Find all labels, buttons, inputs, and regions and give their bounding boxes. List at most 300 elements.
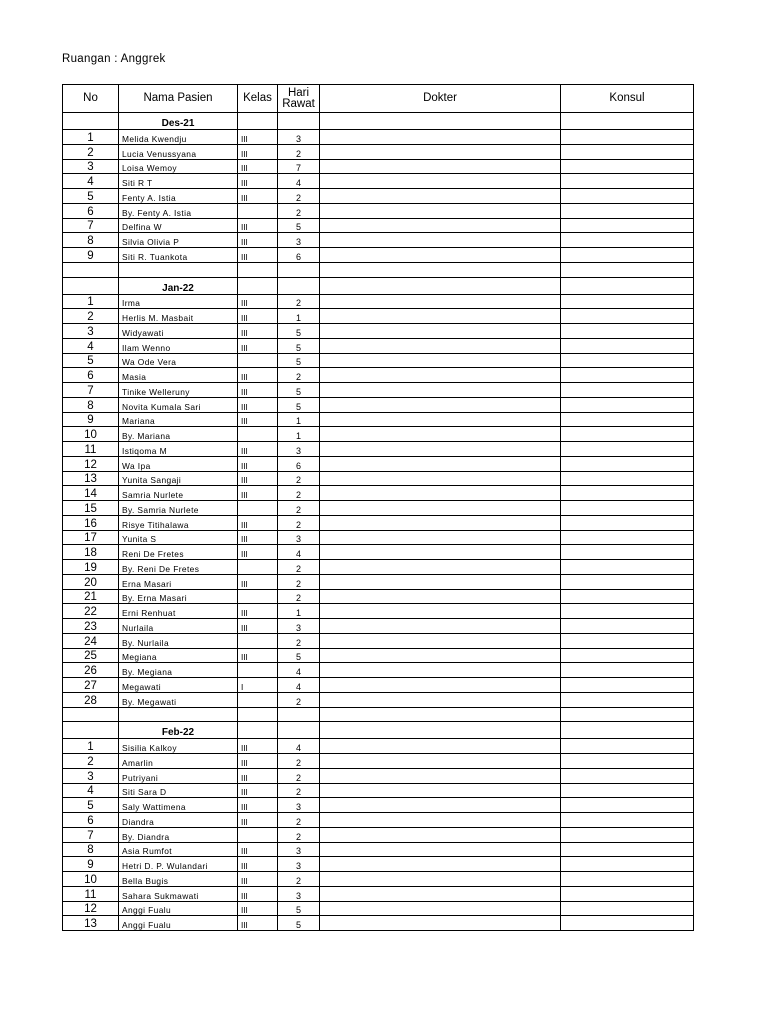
row-konsul: [561, 294, 694, 309]
row-nama-pasien: Loisa Wemoy: [119, 159, 238, 174]
row-nama-pasien: Risye Titihalawa: [119, 515, 238, 530]
empty-cell: [278, 262, 320, 277]
table-row: [63, 530, 694, 545]
row-konsul: [561, 130, 694, 145]
row-dokter: [320, 218, 561, 233]
row-nama-pasien: Mariana: [119, 412, 238, 427]
row-nama-pasien: Wa Ipa: [119, 456, 238, 471]
row-nama-pasien: Irma: [119, 294, 238, 309]
row-konsul: [561, 739, 694, 754]
row-dokter: [320, 692, 561, 707]
row-nama-pasien: By. Samria Nurlete: [119, 501, 238, 516]
row-kelas: III: [238, 886, 278, 901]
empty-cell: [63, 113, 119, 130]
row-dokter: [320, 233, 561, 248]
row-dokter: [320, 515, 561, 530]
row-kelas: III: [238, 842, 278, 857]
row-kelas: III: [238, 857, 278, 872]
row-konsul: [561, 501, 694, 516]
row-no: 6: [63, 203, 119, 218]
row-dokter: [320, 619, 561, 634]
row-konsul: [561, 842, 694, 857]
row-dokter: [320, 872, 561, 887]
empty-cell: [320, 722, 561, 739]
row-dokter: [320, 427, 561, 442]
row-kelas: III: [238, 471, 278, 486]
row-konsul: [561, 574, 694, 589]
row-nama-pasien: Anggi Fualu: [119, 901, 238, 916]
row-no: 21: [63, 589, 119, 604]
row-kelas: III: [238, 901, 278, 916]
row-kelas: III: [238, 574, 278, 589]
table-row: [63, 545, 694, 560]
row-hari-rawat: 3: [278, 233, 320, 248]
row-kelas: III: [238, 144, 278, 159]
row-kelas: [238, 663, 278, 678]
row-dokter: [320, 189, 561, 204]
table-row: [63, 827, 694, 842]
row-hari-rawat: 2: [278, 754, 320, 769]
header-hari: Hari: [287, 86, 310, 99]
empty-cell: [63, 707, 119, 722]
row-nama-pasien: Sisilia Kalkoy: [119, 739, 238, 754]
row-hari-rawat: 1: [278, 604, 320, 619]
row-konsul: [561, 189, 694, 204]
table-row: [63, 648, 694, 663]
row-konsul: [561, 545, 694, 560]
row-nama-pasien: Tinike Welleruny: [119, 383, 238, 398]
row-dokter: [320, 324, 561, 339]
row-kelas: III: [238, 768, 278, 783]
row-nama-pasien: Herlis M. Masbait: [119, 309, 238, 324]
row-no: 14: [63, 486, 119, 501]
row-hari-rawat: 5: [278, 353, 320, 368]
row-kelas: III: [238, 872, 278, 887]
row-no: 13: [63, 916, 119, 931]
row-konsul: [561, 783, 694, 798]
row-no: 1: [63, 294, 119, 309]
table-row: [63, 159, 694, 174]
row-kelas: III: [238, 515, 278, 530]
row-kelas: III: [238, 456, 278, 471]
row-dokter: [320, 783, 561, 798]
row-nama-pasien: Widyawati: [119, 324, 238, 339]
row-kelas: III: [238, 130, 278, 145]
row-hari-rawat: 5: [278, 397, 320, 412]
row-dokter: [320, 159, 561, 174]
table-row: [63, 813, 694, 828]
row-kelas: [238, 589, 278, 604]
row-konsul: [561, 589, 694, 604]
row-hari-rawat: 2: [278, 189, 320, 204]
table-row: [63, 857, 694, 872]
row-dokter: [320, 144, 561, 159]
row-hari-rawat: 4: [278, 545, 320, 560]
row-nama-pasien: Siti R. Tuankota: [119, 248, 238, 263]
row-konsul: [561, 353, 694, 368]
table-row: [63, 338, 694, 353]
row-kelas: III: [238, 174, 278, 189]
table-row: [63, 471, 694, 486]
row-konsul: [561, 827, 694, 842]
row-no: 7: [63, 827, 119, 842]
row-nama-pasien: Masia: [119, 368, 238, 383]
row-no: 7: [63, 218, 119, 233]
room-label: Ruangan : Anggrek: [62, 53, 166, 65]
row-dokter: [320, 589, 561, 604]
table-row: [63, 383, 694, 398]
row-konsul: [561, 754, 694, 769]
row-nama-pasien: By. Nurlaila: [119, 633, 238, 648]
empty-cell: [561, 707, 694, 722]
row-kelas: III: [238, 916, 278, 931]
table-row: [63, 678, 694, 693]
empty-cell: [320, 277, 561, 294]
table-row: [63, 886, 694, 901]
empty-cell: [238, 113, 278, 130]
empty-cell: [238, 722, 278, 739]
row-konsul: [561, 486, 694, 501]
row-hari-rawat: 5: [278, 338, 320, 353]
row-konsul: [561, 159, 694, 174]
row-no: 9: [63, 857, 119, 872]
row-dokter: [320, 886, 561, 901]
row-no: 8: [63, 233, 119, 248]
row-kelas: III: [238, 604, 278, 619]
row-no: 3: [63, 324, 119, 339]
table-row: [63, 353, 694, 368]
row-nama-pasien: Yunita Sangaji: [119, 471, 238, 486]
row-dokter: [320, 412, 561, 427]
row-hari-rawat: 2: [278, 633, 320, 648]
row-hari-rawat: 5: [278, 648, 320, 663]
row-kelas: III: [238, 798, 278, 813]
row-hari-rawat: 2: [278, 783, 320, 798]
row-konsul: [561, 397, 694, 412]
row-konsul: [561, 338, 694, 353]
row-konsul: [561, 916, 694, 931]
row-konsul: [561, 383, 694, 398]
row-hari-rawat: 2: [278, 872, 320, 887]
empty-cell: [320, 707, 561, 722]
row-dokter: [320, 901, 561, 916]
row-hari-rawat: 2: [278, 471, 320, 486]
row-konsul: [561, 560, 694, 575]
header-no: No: [63, 85, 119, 113]
table-row: [63, 397, 694, 412]
row-kelas: III: [238, 397, 278, 412]
row-nama-pasien: Putriyani: [119, 768, 238, 783]
row-konsul: [561, 368, 694, 383]
row-dokter: [320, 486, 561, 501]
row-no: 3: [63, 159, 119, 174]
row-hari-rawat: 3: [278, 619, 320, 634]
row-hari-rawat: 3: [278, 857, 320, 872]
empty-cell: [63, 722, 119, 739]
row-no: 5: [63, 353, 119, 368]
row-nama-pasien: Hetri D. P. Wulandari: [119, 857, 238, 872]
row-konsul: [561, 678, 694, 693]
row-no: 20: [63, 574, 119, 589]
empty-cell: [561, 262, 694, 277]
row-hari-rawat: 4: [278, 174, 320, 189]
empty-cell: [561, 277, 694, 294]
row-nama-pasien: Melida Kwendju: [119, 130, 238, 145]
row-hari-rawat: 3: [278, 130, 320, 145]
row-dokter: [320, 442, 561, 457]
row-no: 10: [63, 872, 119, 887]
row-nama-pasien: Bella Bugis: [119, 872, 238, 887]
row-hari-rawat: 7: [278, 159, 320, 174]
row-kelas: [238, 633, 278, 648]
table-row: [63, 560, 694, 575]
table-body: [63, 113, 694, 931]
row-nama-pasien: Silvia Olivia P: [119, 233, 238, 248]
row-kelas: III: [238, 324, 278, 339]
row-konsul: [561, 248, 694, 263]
row-kelas: III: [238, 545, 278, 560]
row-no: 2: [63, 309, 119, 324]
row-konsul: [561, 886, 694, 901]
row-konsul: [561, 619, 694, 634]
row-konsul: [561, 309, 694, 324]
table-row: [63, 427, 694, 442]
row-hari-rawat: 1: [278, 309, 320, 324]
empty-cell: [238, 707, 278, 722]
row-no: 4: [63, 174, 119, 189]
month-row: [63, 277, 694, 294]
patient-table: [62, 84, 694, 931]
row-dokter: [320, 648, 561, 663]
row-konsul: [561, 901, 694, 916]
row-no: 19: [63, 560, 119, 575]
row-konsul: [561, 648, 694, 663]
row-kelas: III: [238, 412, 278, 427]
row-konsul: [561, 144, 694, 159]
row-konsul: [561, 233, 694, 248]
empty-cell: [119, 707, 238, 722]
row-kelas: III: [238, 739, 278, 754]
row-nama-pasien: Asia Rumfot: [119, 842, 238, 857]
row-no: 5: [63, 798, 119, 813]
row-konsul: [561, 412, 694, 427]
table-row: [63, 663, 694, 678]
row-konsul: [561, 456, 694, 471]
row-dokter: [320, 739, 561, 754]
row-hari-rawat: 3: [278, 530, 320, 545]
table-row: [63, 130, 694, 145]
row-nama-pasien: Ilam Wenno: [119, 338, 238, 353]
spacer-row: [63, 262, 694, 277]
table-row: [63, 203, 694, 218]
table-row: [63, 633, 694, 648]
row-hari-rawat: 2: [278, 203, 320, 218]
row-dokter: [320, 456, 561, 471]
row-nama-pasien: Saly Wattimena: [119, 798, 238, 813]
table-row: [63, 768, 694, 783]
empty-cell: [561, 722, 694, 739]
table-header: [63, 85, 694, 113]
header-kelas: Kelas: [238, 85, 278, 113]
empty-cell: [63, 262, 119, 277]
table-row: [63, 501, 694, 516]
month-label: Des-21: [119, 113, 238, 130]
row-konsul: [561, 692, 694, 707]
row-hari-rawat: 2: [278, 589, 320, 604]
row-kelas: [238, 353, 278, 368]
row-hari-rawat: 2: [278, 813, 320, 828]
row-no: 1: [63, 739, 119, 754]
row-nama-pasien: Sahara Sukmawati: [119, 886, 238, 901]
row-nama-pasien: Siti Sara D: [119, 783, 238, 798]
row-nama-pasien: Istiqoma M: [119, 442, 238, 457]
row-no: 17: [63, 530, 119, 545]
row-kelas: III: [238, 294, 278, 309]
row-konsul: [561, 218, 694, 233]
row-kelas: [238, 427, 278, 442]
row-no: 15: [63, 501, 119, 516]
row-no: 9: [63, 412, 119, 427]
row-hari-rawat: 2: [278, 574, 320, 589]
row-nama-pasien: Lucia Venussyana: [119, 144, 238, 159]
row-dokter: [320, 530, 561, 545]
row-kelas: III: [238, 338, 278, 353]
row-konsul: [561, 813, 694, 828]
row-no: 4: [63, 338, 119, 353]
table-row: [63, 783, 694, 798]
row-konsul: [561, 604, 694, 619]
row-dokter: [320, 827, 561, 842]
row-no: 11: [63, 442, 119, 457]
row-kelas: [238, 560, 278, 575]
table-row: [63, 515, 694, 530]
row-dokter: [320, 471, 561, 486]
table-row: [63, 233, 694, 248]
row-hari-rawat: 2: [278, 827, 320, 842]
table-row: [63, 144, 694, 159]
row-kelas: III: [238, 233, 278, 248]
row-no: 22: [63, 604, 119, 619]
row-no: 28: [63, 692, 119, 707]
table-row: [63, 309, 694, 324]
table-row: [63, 739, 694, 754]
row-konsul: [561, 471, 694, 486]
row-no: 2: [63, 144, 119, 159]
row-nama-pasien: By. Reni De Fretes: [119, 560, 238, 575]
row-no: 4: [63, 783, 119, 798]
row-nama-pasien: Wa Ode Vera: [119, 353, 238, 368]
spacer-row: [63, 707, 694, 722]
row-no: 26: [63, 663, 119, 678]
table-row: [63, 442, 694, 457]
row-dokter: [320, 754, 561, 769]
row-kelas: III: [238, 248, 278, 263]
table-row: [63, 294, 694, 309]
row-konsul: [561, 530, 694, 545]
row-hari-rawat: 3: [278, 886, 320, 901]
row-nama-pasien: Fenty A. Istia: [119, 189, 238, 204]
empty-cell: [238, 277, 278, 294]
row-hari-rawat: 1: [278, 427, 320, 442]
row-hari-rawat: 5: [278, 383, 320, 398]
row-dokter: [320, 842, 561, 857]
row-dokter: [320, 338, 561, 353]
row-nama-pasien: Diandra: [119, 813, 238, 828]
row-hari-rawat: 2: [278, 368, 320, 383]
empty-cell: [63, 277, 119, 294]
row-no: 3: [63, 768, 119, 783]
row-hari-rawat: 2: [278, 768, 320, 783]
row-hari-rawat: 4: [278, 663, 320, 678]
row-nama-pasien: By. Megawati: [119, 692, 238, 707]
row-nama-pasien: Amarlin: [119, 754, 238, 769]
row-konsul: [561, 633, 694, 648]
row-no: 23: [63, 619, 119, 634]
row-no: 11: [63, 886, 119, 901]
row-kelas: III: [238, 530, 278, 545]
row-kelas: III: [238, 218, 278, 233]
table-row: [63, 604, 694, 619]
row-kelas: [238, 203, 278, 218]
row-no: 7: [63, 383, 119, 398]
row-dokter: [320, 353, 561, 368]
row-dokter: [320, 545, 561, 560]
row-hari-rawat: 2: [278, 692, 320, 707]
row-hari-rawat: 3: [278, 442, 320, 457]
row-kelas: III: [238, 813, 278, 828]
row-dokter: [320, 203, 561, 218]
empty-cell: [278, 707, 320, 722]
row-dokter: [320, 663, 561, 678]
table-row: [63, 619, 694, 634]
table-row: [63, 189, 694, 204]
row-hari-rawat: 3: [278, 798, 320, 813]
row-nama-pasien: Erna Masari: [119, 574, 238, 589]
row-nama-pasien: Erni Renhuat: [119, 604, 238, 619]
row-dokter: [320, 294, 561, 309]
row-hari-rawat: 2: [278, 560, 320, 575]
table-row: [63, 412, 694, 427]
empty-cell: [238, 262, 278, 277]
row-kelas: III: [238, 368, 278, 383]
row-hari-rawat: 5: [278, 218, 320, 233]
row-hari-rawat: 1: [278, 412, 320, 427]
row-no: 27: [63, 678, 119, 693]
row-hari-rawat: 6: [278, 248, 320, 263]
table-row: [63, 798, 694, 813]
empty-cell: [320, 113, 561, 130]
row-nama-pasien: Samria Nurlete: [119, 486, 238, 501]
row-dokter: [320, 397, 561, 412]
table-row: [63, 456, 694, 471]
row-hari-rawat: 2: [278, 486, 320, 501]
table-row: [63, 218, 694, 233]
table-row: [63, 754, 694, 769]
row-hari-rawat: 5: [278, 324, 320, 339]
row-kelas: III: [238, 486, 278, 501]
row-hari-rawat: 2: [278, 144, 320, 159]
row-hari-rawat: 4: [278, 739, 320, 754]
row-no: 2: [63, 754, 119, 769]
empty-cell: [119, 262, 238, 277]
row-dokter: [320, 368, 561, 383]
empty-cell: [278, 277, 320, 294]
table-row: [63, 324, 694, 339]
row-nama-pasien: By. Fenty A. Istia: [119, 203, 238, 218]
row-no: 8: [63, 397, 119, 412]
row-nama-pasien: Novita Kumala Sari: [119, 397, 238, 412]
row-hari-rawat: 2: [278, 501, 320, 516]
